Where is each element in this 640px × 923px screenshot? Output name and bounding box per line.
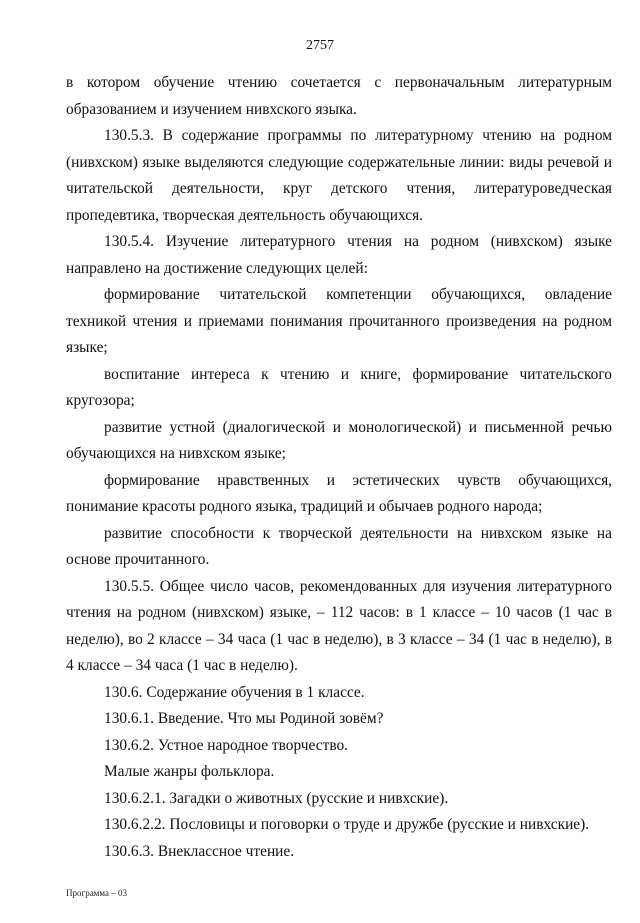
paragraph-continuation: в котором обучение чтению сочетается с первоначальным литературным образованием и изучением нивхского языка. [66,74,612,118]
section-item-130-6-2-1: 130.6.2.1. Загадки о животных (русские и нивхские). [104,789,449,807]
section-item-130-6-1: 130.6.1. Введение. Что мы Родиной зовём? [104,710,384,727]
document-body [66,70,612,865]
paragraph-130-5-5: 130.5.5. Общее число часов, рекомендованных для изучения литературного чтения на родном (нивхском) языке, – 112 часов: в 1 классе – 10 часов (1 час в неделю), во 2 классе – 34 часа (1 час в неделю), в 3 классе – 34 (1 час в неделю), в 4 классе – 34 часа (1 час в неделю). [66,577,612,674]
goal-item-reading-competence: формирование читательской компетенции обучающихся, овладение техникой чтения и приемами понимания прочитанного произведения на родном языке; [66,286,612,356]
goal-item-moral-aesthetic: формирование нравственных и эстетических чувств обучающихся, понимание красоты родного языка, традиций и обычаев родного народа; [66,471,612,515]
goal-item-speech-development: развитие устной (диалогической и монологической) и письменной речью обучающихся на нивхском языке; [66,418,612,462]
subsection-small-genres: Малые жанры фольклора. [104,763,275,780]
paragraph-130-5-3: 130.5.3. В содержание программы по литературному чтению на родном (нивхском) языке выделяются следующие содержательные линии: виды речевой и читательской деятельности, круг детского чтения, литературоведческая пропедевтика, творческая деятельность обучающихся. [66,127,612,224]
section-item-130-6-2: 130.6.2. Устное народное творчество. [104,736,349,754]
section-item-130-6-3: 130.6.3. Внеклассное чтение. [104,842,295,860]
goal-item-creative-ability: развитие способности к творческой деятельности на нивхском языке на основе прочитанного. [66,524,612,568]
paragraph-130-5-4: 130.5.4. Изучение литературного чтения на родном (нивхском) языке направлено на достижение следующих целей: [66,233,612,277]
section-heading-130-6: 130.6. Содержание обучения в 1 классе. [104,683,365,701]
footer-label: Программа – 03 [66,888,128,898]
page-number: 2757 [306,38,334,53]
section-item-130-6-2-2: 130.6.2.2. Пословицы и поговорки о труде и дружбе (русские и нивхские). [104,816,590,833]
goal-item-interest-in-reading: воспитание интереса к чтению и книге, формирование читательского кругозора; [66,365,612,409]
